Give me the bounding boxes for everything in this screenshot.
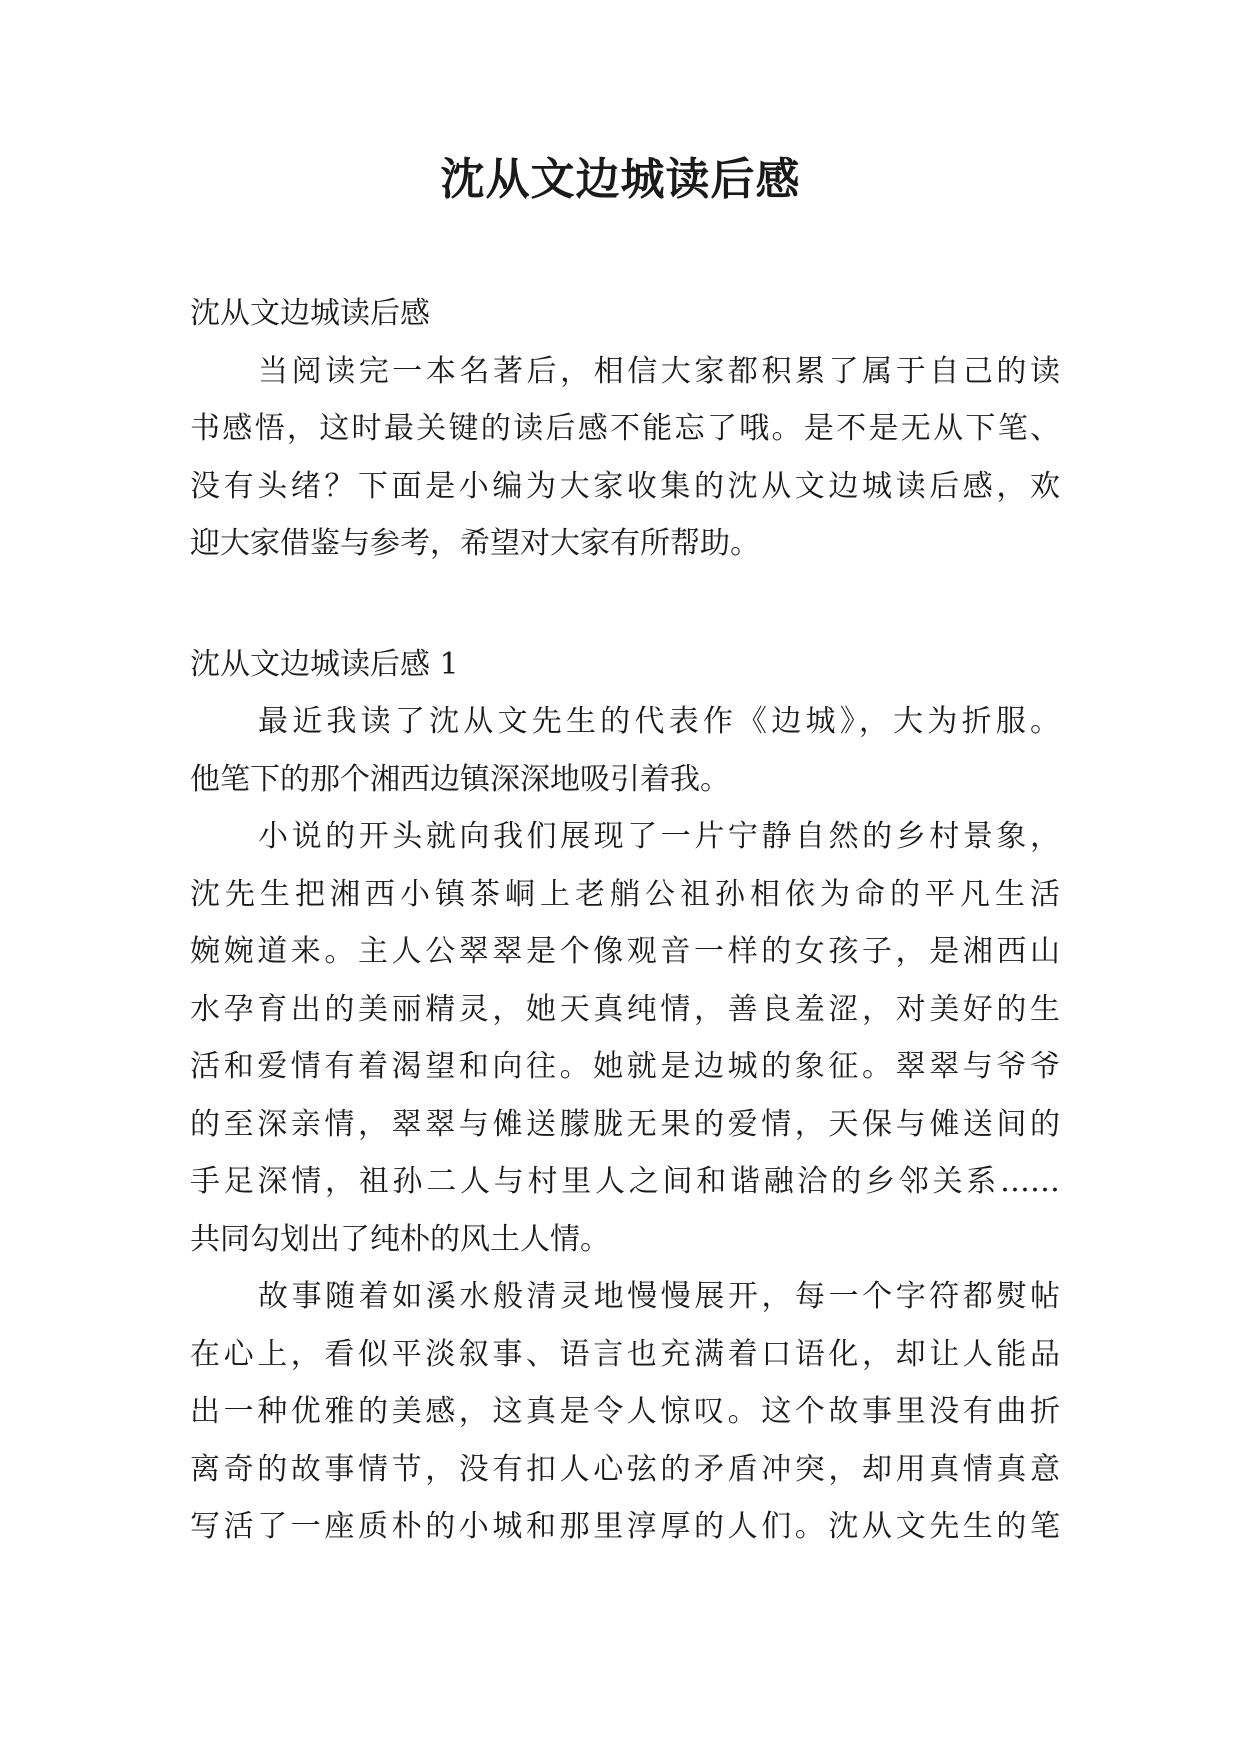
paragraph-1 [190, 693, 1060, 808]
paragraph-line: 的至深亲情，翠翠与傩送朦胧无果的爱情，天保与傩送间的 [190, 1106, 1060, 1142]
paragraph-line: 故事随着如溪水般清灵地慢慢展开，每一个字符都熨帖 [258, 1279, 1060, 1314]
paragraph-line: 迎大家借鉴与参考，希望对大家有所帮助。 [190, 526, 760, 561]
document-body [190, 285, 1060, 1556]
paragraph-line: 在心上，看似平淡叙事、语言也充满着口语化，却让人能品 [190, 1336, 1060, 1372]
document-title: 沈从文边城读后感 [440, 154, 801, 205]
paragraph-line: 没有头绪？下面是小编为大家收集的沈从文边城读后感，欢 [190, 468, 1060, 504]
paragraph-line: 小说的开头就向我们展现了一片宁静自然的乡村景象， [258, 819, 1060, 854]
subtitle: 沈从文边城读后感 [190, 296, 430, 331]
paragraph-line: 婉婉道来。主人公翠翠是个像观音一样的女孩子，是湘西山 [190, 934, 1060, 969]
paragraph-line: 沈先生把湘西小镇茶峒上老艄公祖孙相依为命的平凡生活 [190, 876, 1060, 912]
paragraph-line: 活和爱情有着渴望和向往。她就是边城的象征。翠翠与爷爷 [190, 1049, 1060, 1084]
paragraph-line: 手足深情，祖孙二人与村里人之间和谐融洽的乡邻关系…… [190, 1164, 1060, 1199]
paragraph-line: 共同勾划出了纯朴的风土人情。 [190, 1221, 610, 1257]
paragraph-line: 写活了一座质朴的小城和那里淳厚的人们。沈从文先生的笔 [190, 1509, 1060, 1544]
paragraph-line: 他笔下的那个湘西边镇深深地吸引着我。 [190, 761, 730, 797]
paragraph-line: 出一种优雅的美感，这真是令人惊叹。这个故事里没有曲折 [190, 1394, 1060, 1429]
paragraph-line: 水孕育出的美丽精灵，她天真纯情，善良羞涩，对美好的生 [190, 991, 1060, 1027]
paragraph-line: 离奇的故事情节，没有扣人心弦的矛盾冲突，却用真情真意 [190, 1451, 1060, 1487]
paragraph-line: 书感悟，这时最关键的读后感不能忘了哦。是不是无从下笔、 [190, 411, 1060, 446]
intro-paragraph [190, 343, 1060, 573]
section-gap [190, 573, 1060, 636]
paragraph-2 [190, 808, 1060, 1268]
paragraph-line: 当阅读完一本名著后，相信大家都积累了属于自己的读 [258, 353, 1060, 389]
paragraph-3 [190, 1268, 1060, 1556]
paragraph-line: 最近我读了沈从文先生的代表作《边城》，大为折服。 [258, 704, 1060, 739]
section-heading: 沈从文边城读后感 1 [190, 646, 459, 682]
